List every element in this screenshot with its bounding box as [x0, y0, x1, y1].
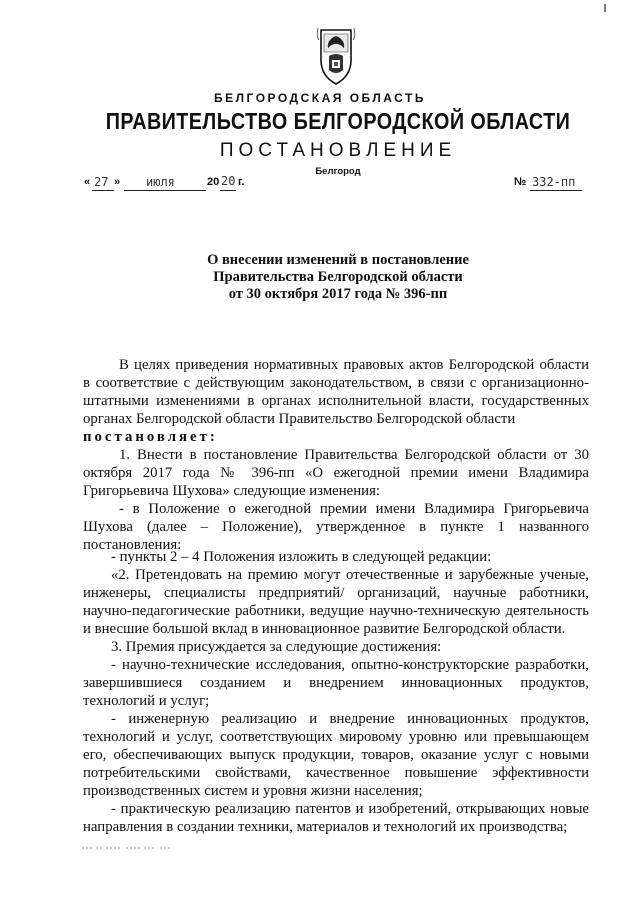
- sub-item-1-text: - в Положение о ежегодной премии имени Владимира Григорьевича Шухова (далее – Положение), утвержденное в пункте 1 названного постановления:: [83, 501, 589, 553]
- day-underline: [92, 190, 114, 191]
- region-name: БЕЛГОРОДСКАЯ ОБЛАСТЬ: [214, 91, 426, 105]
- government-name: ПРАВИТЕЛЬСТВО БЕЛГОРОДСКОЙ ОБЛАСТИ: [105, 108, 571, 134]
- item-3-paragraph: [83, 638, 589, 656]
- achievement-2-text: - инженерную реализацию и внедрение инновационных продуктов, технологий и услуг, соответствующих мировому уровню или превышающем его, обеспечивающих выпуск продукции, товаров, оказание услуг с новыми потребительскими свойствами, качественное повышение эффективности производственных систем и уровня жизни населения;: [83, 711, 589, 799]
- scan-mark: [604, 4, 606, 12]
- achievement-1-paragraph: [83, 656, 589, 710]
- year-underline: [220, 190, 236, 191]
- intro-text: В целях приведения нормативных правовых актов Белгородской области в соответствие с действующим законодательством, в связи с организационно-штатными изменениями в органах исполнительной власти, государственных органах Белгородской области Правительство Белгородской области: [83, 357, 589, 427]
- sub-item-2-paragraph: [83, 548, 589, 566]
- achievement-1-text: - научно-технические исследования, опытно-конструкторские разработки, завершившиеся созданием и внедрением инновационных продуктов, технологий и услуг;: [83, 657, 589, 709]
- date-year-prefix: 20: [207, 176, 220, 188]
- sub-item-2-text: - пункты 2 – 4 Положения изложить в следующей редакции:: [111, 549, 492, 565]
- number-label: №: [514, 176, 527, 188]
- sub-item-1-paragraph: [83, 500, 589, 554]
- achievement-2-paragraph: [83, 710, 589, 800]
- date-close-quote: »: [114, 176, 121, 188]
- date-year-unit: г.: [238, 176, 245, 188]
- document-type: ПОСТАНОВЛЕНИЕ: [219, 140, 457, 161]
- intro-paragraph: [83, 356, 589, 446]
- scan-artifact: [82, 845, 172, 851]
- item-1-text: 1. Внести в постановление Правительства Белгородской области от 30 октября 2017 года № 396-пп «О ежегодной премии имени Владимира Григорьевича Шухова» следующие изменения:: [83, 447, 589, 499]
- coat-of-arms-emblem: [312, 26, 360, 88]
- item-1-paragraph: [83, 446, 589, 500]
- city-name: Белгород: [315, 166, 361, 177]
- title-line-3: от 30 октября 2017 года № 396-пп: [228, 286, 448, 302]
- achievement-3-paragraph: [83, 800, 589, 836]
- title-line-2: Правительства Белгородской области: [213, 269, 463, 285]
- date-day: 27: [94, 175, 109, 189]
- month-underline: [124, 190, 206, 191]
- title-line-1: О внесении изменений в постановление: [207, 252, 469, 268]
- quote-2-paragraph: [83, 566, 589, 638]
- quote-2-text: «2. Претендовать на премию могут отечественные и зарубежные ученые, инженеры, специалисты предприятий/ организаций, научные работники, научно-педагогические работники, ведущие научно-техническую деятельность и внесшие большой вклад в инновационное развитие Белгородской области.: [83, 567, 589, 637]
- date-month: июля: [146, 175, 175, 189]
- document-title: [0, 252, 640, 303]
- item-3-text: 3. Премия присуждается за следующие достижения:: [111, 639, 442, 655]
- date-year-suffix: 20: [221, 174, 236, 188]
- achievement-3-text: - практическую реализацию патентов и изобретений, открывающих новые направления в создании техники, материалов и технологий их производства;: [83, 801, 589, 835]
- date-open-quote: «: [84, 176, 91, 188]
- resolves-word: постановляет:: [83, 429, 218, 445]
- date-line: [84, 176, 584, 194]
- number-underline: [530, 190, 582, 191]
- document-number: 332-пп: [532, 175, 576, 189]
